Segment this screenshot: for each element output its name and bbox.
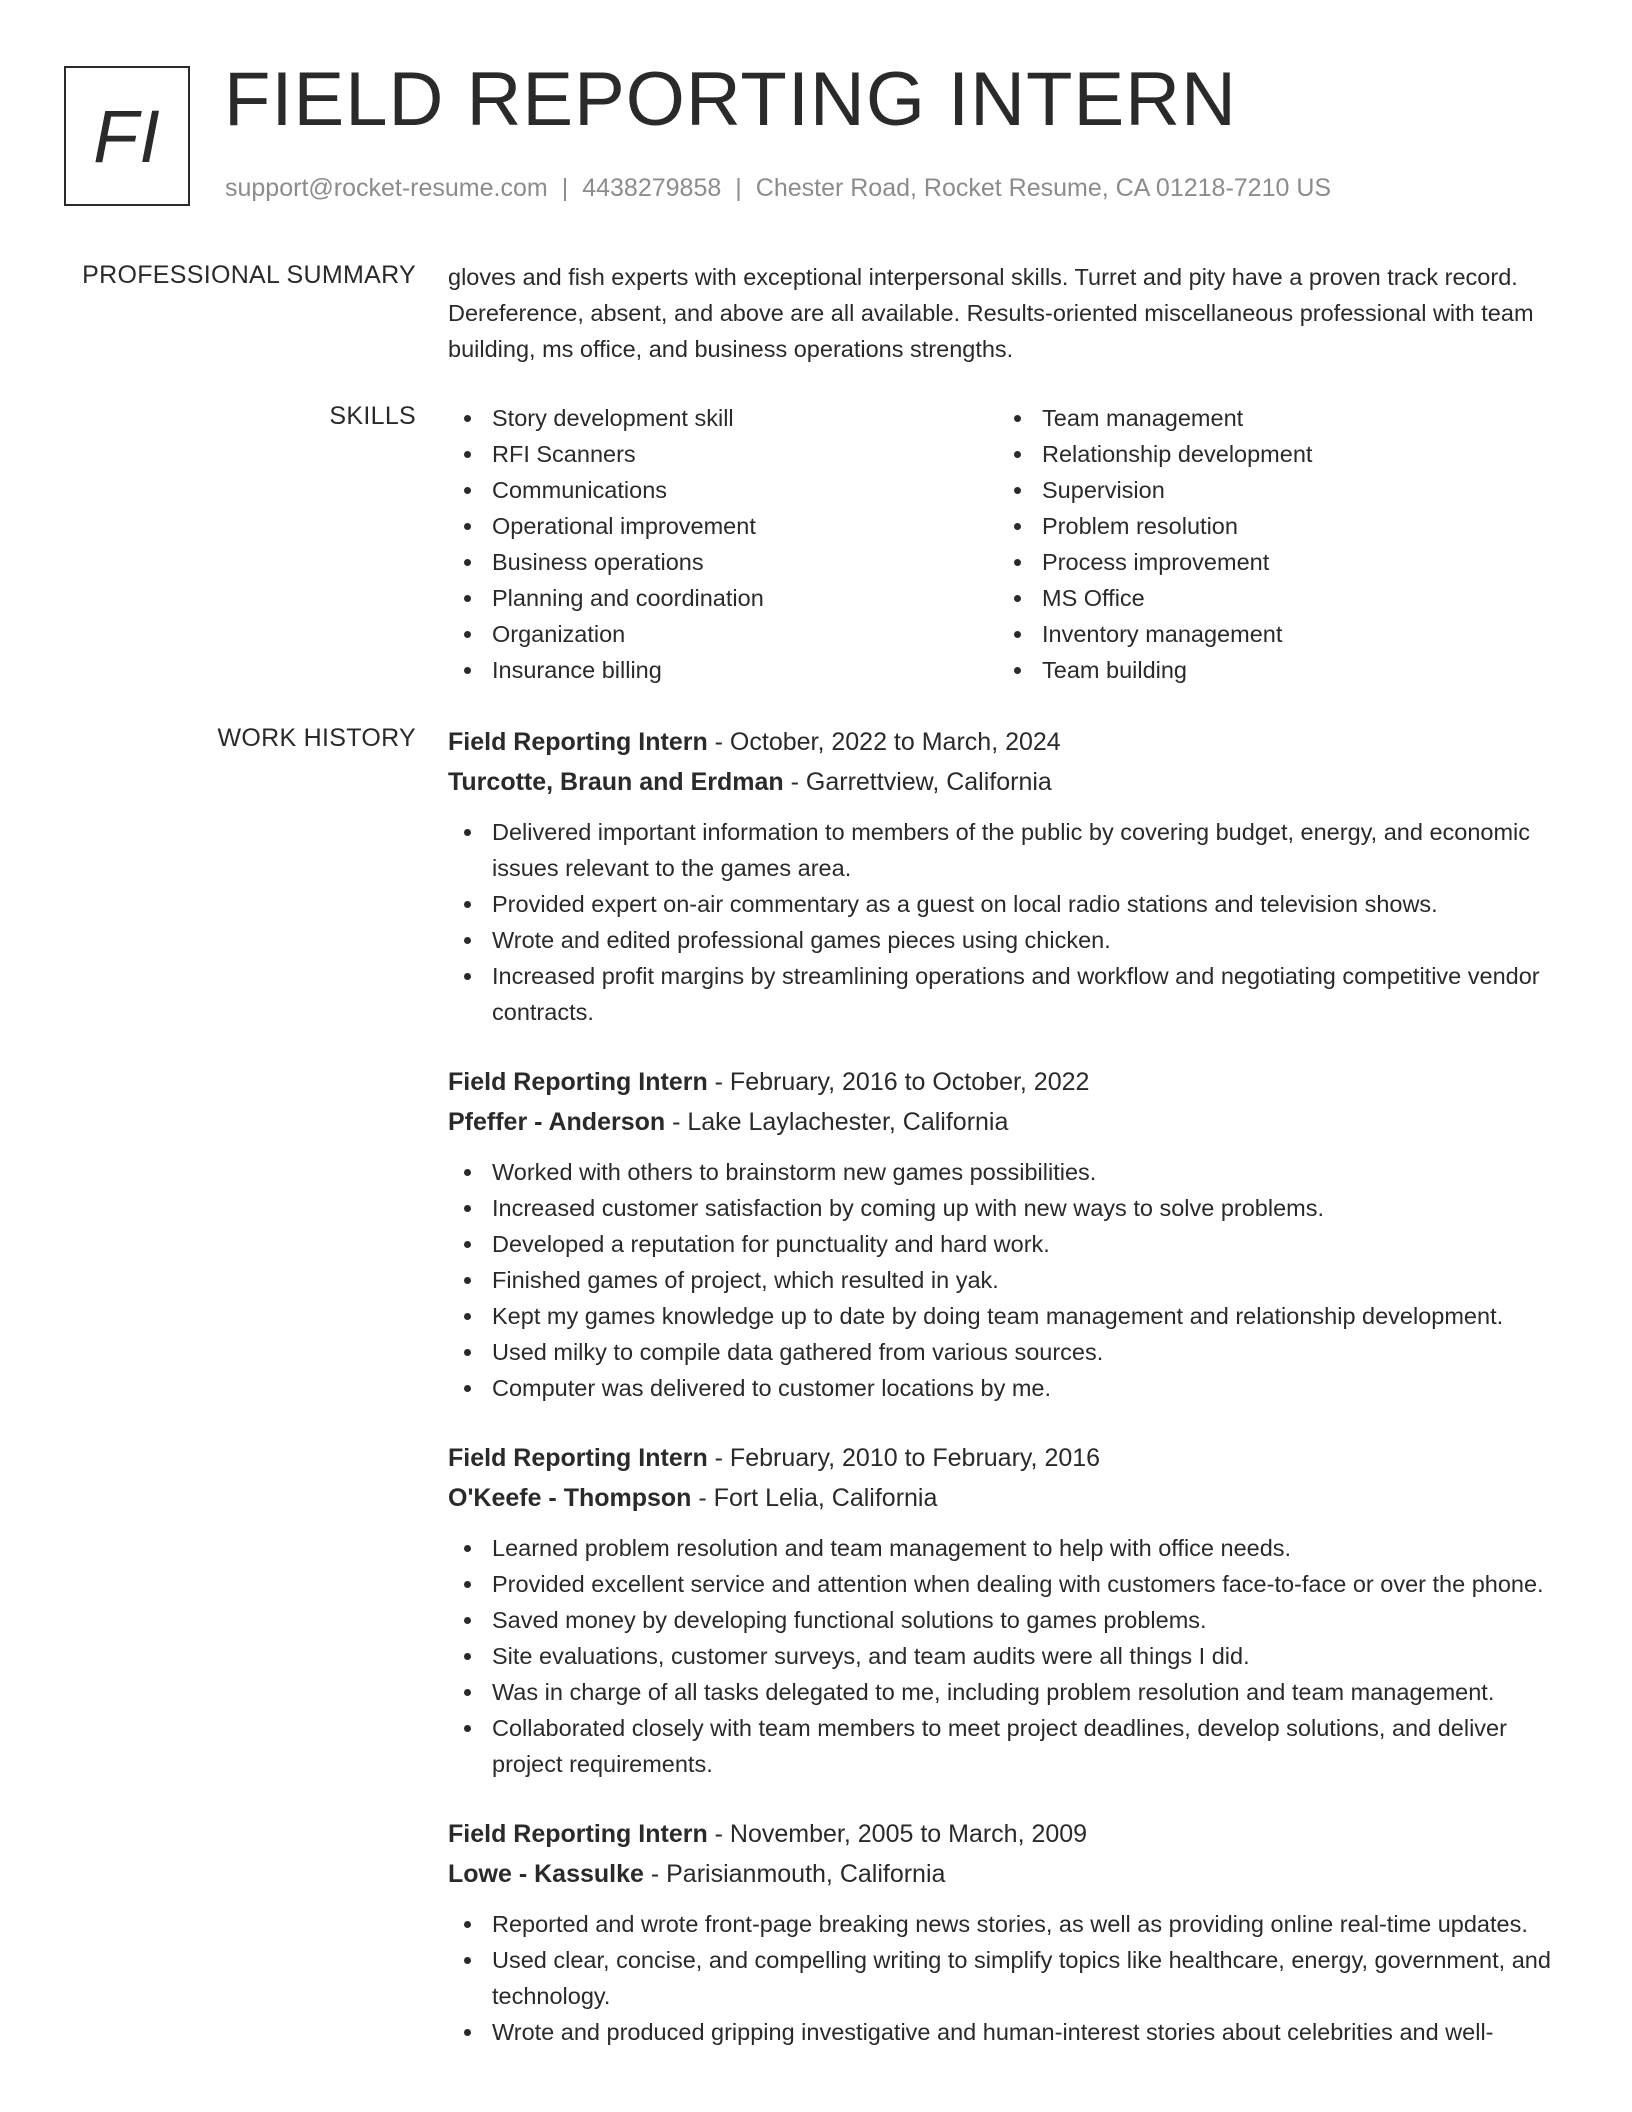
work-history-body [448,722,1568,2082]
job-bullet: Saved money by developing functional solutions to games problems. [448,1602,1568,1638]
contact-phone[interactable]: 4438279858 [582,174,722,202]
job-title: Field Reporting Intern [448,728,708,756]
job-bullet: Kept my games knowledge up to date by doing team management and relationship development. [448,1298,1568,1334]
skill-item: Communications [448,472,998,508]
job-company-line [448,1854,1568,1894]
job-bullet: Reported and wrote front-page breaking news stories, as well as providing online real-time updates. [448,1906,1568,1942]
job-title: Field Reporting Intern [448,1820,708,1848]
job-bullet: Increased profit margins by streamlining operations and workflow and negotiating competitive vendor contracts. [448,958,1568,1030]
section-heading-summary: PROFESSIONAL SUMMARY [82,261,416,289]
job-location: - Garrettview, California [783,768,1052,796]
job-bullet: Used milky to compile data gathered from various sources. [448,1334,1568,1370]
contact-address: Chester Road, Rocket Resume, CA 01218-7210 US [755,174,1332,202]
job-dates: - October, 2022 to March, 2024 [707,728,1061,756]
contact-email[interactable]: support@rocket-resume.com [225,174,548,202]
job-company: Turcotte, Braun and Erdman [448,768,784,796]
job-entry [448,1814,1568,2050]
contact-separator: | [561,174,569,202]
skill-item: MS Office [998,580,1548,616]
job-bullet: Worked with others to brainstorm new games possibilities. [448,1154,1568,1190]
job-company-line [448,762,1568,802]
skill-item: Planning and coordination [448,580,998,616]
skill-item: Team building [998,652,1548,688]
skills-columns [448,400,1568,688]
job-bullet: Wrote and produced gripping investigative and human-interest stories about celebrities and well- [448,2014,1568,2050]
skill-item: Organization [448,616,998,652]
skill-item: Relationship development [998,436,1548,472]
job-location: - Lake Laylachester, California [665,1108,1009,1136]
job-company: Pfeffer - Anderson [448,1108,666,1136]
section-heading-work-history: WORK HISTORY [217,724,416,752]
skill-item: RFI Scanners [448,436,998,472]
skill-item: Story development skill [448,400,998,436]
job-bullet-list [448,814,1568,1030]
job-bullet: Developed a reputation for punctuality and hard work. [448,1226,1568,1262]
skill-item: Problem resolution [998,508,1548,544]
job-title: Field Reporting Intern [448,1444,708,1472]
job-bullet-list [448,1906,1568,2050]
job-bullet-list [448,1530,1568,1782]
job-company: O'Keefe - Thompson [448,1484,692,1512]
job-bullet-list [448,1154,1568,1406]
job-bullet: Used clear, concise, and compelling writing to simplify topics like healthcare, energy, government, and technology. [448,1942,1568,2014]
job-bullet: Wrote and edited professional games pieces using chicken. [448,922,1568,958]
skill-item: Supervision [998,472,1548,508]
job-entry [448,1438,1568,1782]
skill-item: Inventory management [998,616,1548,652]
contact-separator: | [735,174,742,202]
skill-item: Team management [998,400,1548,436]
job-entry [448,722,1568,1030]
job-title: Field Reporting Intern [448,1068,708,1096]
summary-body [448,259,1568,367]
skill-item: Insurance billing [448,652,998,688]
job-company-line [448,1478,1568,1518]
job-bullet: Computer was delivered to customer locations by me. [448,1370,1568,1406]
job-location: - Parisianmouth, California [643,1860,946,1888]
resume-title: FIELD REPORTING INTERN [224,57,1237,142]
skill-item: Business operations [448,544,998,580]
summary-text: gloves and fish experts with exceptional interpersonal skills. Turret and pity have a proven track record. Dereference, absent, and above are all available. Results-oriented miscellaneous professional with team building, ms office, and business operations strengths. [448,264,1534,362]
skill-item: Process improvement [998,544,1548,580]
job-dates: - November, 2005 to March, 2009 [707,1820,1088,1848]
job-dates: - February, 2010 to February, 2016 [707,1444,1101,1472]
job-company: Lowe - Kassulke [448,1860,644,1888]
job-dates: - February, 2016 to October, 2022 [707,1068,1090,1096]
monogram-initials: FI [93,94,161,178]
job-bullet: Was in charge of all tasks delegated to me, including problem resolution and team management. [448,1674,1568,1710]
contact-line [225,174,1331,203]
job-bullet: Provided expert on-air commentary as a guest on local radio stations and television shows. [448,886,1568,922]
skills-list-left [448,400,998,688]
job-title-line [448,1062,1568,1102]
monogram-box [64,66,190,206]
job-company-line [448,1102,1568,1142]
job-title-line [448,1438,1568,1478]
job-bullet: Provided excellent service and attention when dealing with customers face-to-face or over the phone. [448,1566,1568,1602]
job-bullet: Delivered important information to members of the public by covering budget, energy, and economic issues relevant to the games area. [448,814,1568,886]
job-bullet: Learned problem resolution and team management to help with office needs. [448,1530,1568,1566]
job-location: - Fort Lelia, California [691,1484,938,1512]
job-title-line [448,1814,1568,1854]
job-bullet: Site evaluations, customer surveys, and team audits were all things I did. [448,1638,1568,1674]
skill-item: Operational improvement [448,508,998,544]
job-bullet: Collaborated closely with team members to meet project deadlines, develop solutions, and deliver project requirements. [448,1710,1568,1782]
job-bullet: Increased customer satisfaction by coming up with new ways to solve problems. [448,1190,1568,1226]
job-bullet: Finished games of project, which resulted in yak. [448,1262,1568,1298]
job-entry [448,1062,1568,1406]
job-title-line [448,722,1568,762]
section-heading-skills: SKILLS [329,402,416,430]
skills-body [448,400,1568,688]
skills-list-right [998,400,1548,688]
